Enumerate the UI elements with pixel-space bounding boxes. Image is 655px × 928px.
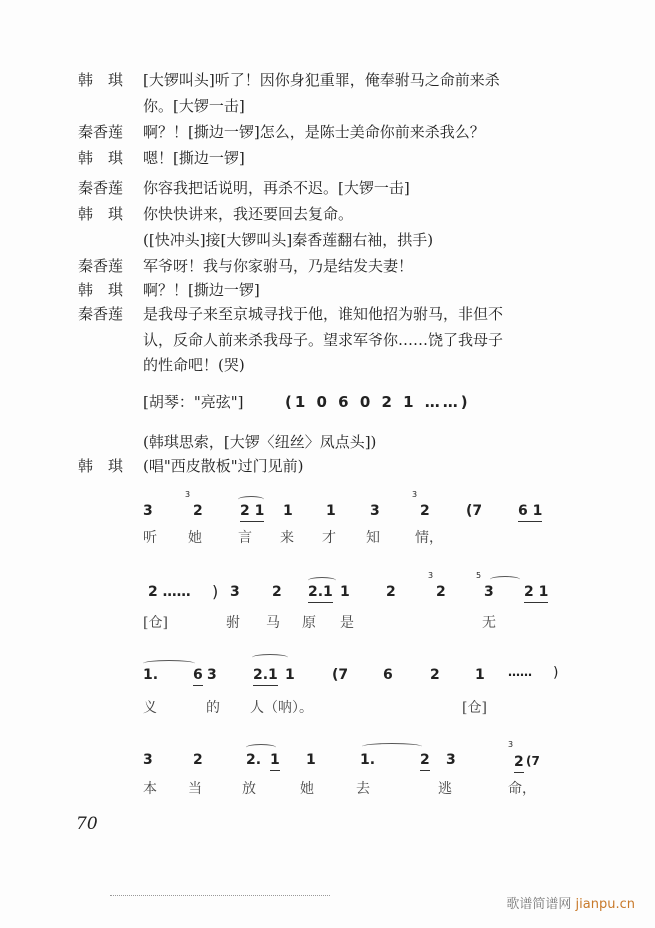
note: 2 [420, 503, 430, 519]
note: 3 [143, 752, 153, 768]
speaker: 秦香莲 [78, 257, 124, 275]
lyric: 命， [508, 781, 536, 797]
lyric: 听 [143, 530, 157, 546]
slur [362, 743, 422, 750]
lyric: 来 [280, 530, 294, 546]
speaker: 秦香莲 [78, 179, 124, 197]
note: 6 [193, 667, 203, 683]
note: 2.1 [308, 584, 333, 600]
dialogue-text: 你快快讲来，我还要回去复命。 [143, 205, 354, 223]
scan-artifact [110, 895, 330, 896]
lyric: [仓] [143, 615, 168, 631]
note: 3 [143, 503, 153, 519]
lyric: 逃 [438, 781, 452, 797]
huqin-notes: (1 0 6 0 2 1 ……) [285, 393, 471, 411]
slur [308, 577, 336, 584]
watermark-cn: 歌谱简谱网 [506, 897, 572, 912]
speaker: 韩 琪 [78, 281, 124, 299]
note: 2 [420, 752, 430, 768]
huqin-cue: [胡琴："亮弦"] [143, 393, 244, 411]
lyric: 她 [300, 781, 314, 797]
note: 3 [230, 584, 240, 600]
note: 1 [326, 503, 336, 519]
note: 2 [386, 584, 396, 600]
dialogue-text: 啊？！[撕边一锣]怎么，是陈士美命你前来杀我么？ [143, 123, 485, 141]
note: 1 [270, 752, 280, 768]
dialogue-text: 你容我把话说明，再杀不迟。[大锣一击] [143, 179, 410, 197]
note: 1. [143, 667, 159, 683]
lyric: 去 [356, 781, 370, 797]
note: 3 [207, 667, 217, 683]
slur [246, 744, 276, 751]
lyric: 驸 [226, 615, 240, 631]
lyric: 知 [366, 530, 380, 546]
lyric: [仓] [462, 700, 487, 716]
note: 1 [283, 503, 293, 519]
lyric: 马 [266, 615, 280, 631]
grace-note: 3 [508, 740, 514, 749]
grace-note: 3 [185, 490, 191, 499]
dialogue-text: 啊？！[撕边一锣] [143, 281, 260, 299]
lyric: 人（呐）。 [250, 700, 313, 716]
note: 1 [285, 667, 295, 683]
grace-note: 5 [476, 571, 482, 580]
grace-note: 3 [428, 571, 434, 580]
note: 2. [246, 752, 262, 768]
note: (7 [466, 503, 483, 519]
note: 2 [514, 754, 524, 770]
lyric: 是 [340, 615, 354, 631]
stage-direction-text: (韩琪思索，[大锣〈纽丝〉凤点头]) [143, 433, 377, 451]
dialogue-text: 的性命吧！(哭) [143, 356, 245, 374]
lyric: 言 [238, 530, 252, 546]
note: …… [508, 665, 532, 679]
note: 6 1 [518, 503, 543, 519]
page-number: 70 [76, 814, 98, 834]
grace-note: 3 [412, 490, 418, 499]
lyric: 情， [415, 530, 443, 546]
slur [143, 660, 195, 667]
note: 3 [370, 503, 380, 519]
lyric: 她 [188, 530, 202, 546]
speaker: 秦香莲 [78, 123, 124, 141]
dialogue-text: 你。[大锣一击] [143, 97, 245, 115]
dialogue-text: 军爷呀！我与你家驸马，乃是结发夫妻！ [143, 257, 414, 275]
speaker: 韩 琪 [78, 457, 124, 475]
lyric: 的 [206, 700, 220, 716]
note: 3 [446, 752, 456, 768]
note: 1 [475, 667, 485, 683]
slur [252, 654, 288, 661]
note: 2 1 [524, 584, 549, 600]
note: 3 [484, 584, 494, 600]
watermark-en: jianpu.cn [575, 897, 635, 912]
sing-direction: (唱"西皮散板"过门见前) [143, 457, 304, 475]
speaker: 韩 琪 [78, 205, 124, 223]
lyric: 放 [242, 781, 256, 797]
lyric: 义 [143, 700, 157, 716]
dialogue-text: 是我母子来至京城寻找于他，谁知他招为驸马，非但不 [143, 305, 504, 323]
slur [490, 576, 520, 583]
note: 1 [306, 752, 316, 768]
dialogue-text: ([快冲头]接[大锣叫头]秦香莲翻右袖，拱手) [143, 231, 434, 249]
slur [238, 496, 264, 503]
speaker: 秦香莲 [78, 305, 124, 323]
note: 1. [360, 752, 376, 768]
speaker: 韩 琪 [78, 71, 124, 89]
note: 2 [430, 667, 440, 683]
note: ) [212, 582, 219, 601]
note: 2 [193, 752, 203, 768]
note: (7 [332, 667, 349, 683]
lyric: 无 [482, 615, 496, 631]
lyric: 原 [302, 615, 316, 631]
note: 2 [193, 503, 203, 519]
dialogue-text: 认，反命人前来杀我母子。望求军爷你……饶了我母子 [143, 331, 504, 349]
note: 2 [436, 584, 446, 600]
note: ) [553, 665, 559, 681]
watermark [506, 893, 635, 912]
lyric: 当 [188, 781, 202, 797]
note: 1 [340, 584, 350, 600]
dialogue-text: 嗯！[撕边一锣] [143, 149, 245, 167]
speaker: 韩 琪 [78, 149, 124, 167]
note: 2.1 [253, 667, 278, 683]
lyric: 才 [322, 530, 336, 546]
lyric: 本 [143, 781, 157, 797]
note: 2 …… [148, 584, 191, 600]
note: 6 [383, 667, 393, 683]
dialogue-text: [大锣叫头]听了！因你身犯重罪，俺奉驸马之命前来杀 [143, 71, 500, 89]
note: (7 [526, 754, 540, 768]
note: 2 1 [240, 503, 265, 519]
note: 2 [272, 584, 282, 600]
